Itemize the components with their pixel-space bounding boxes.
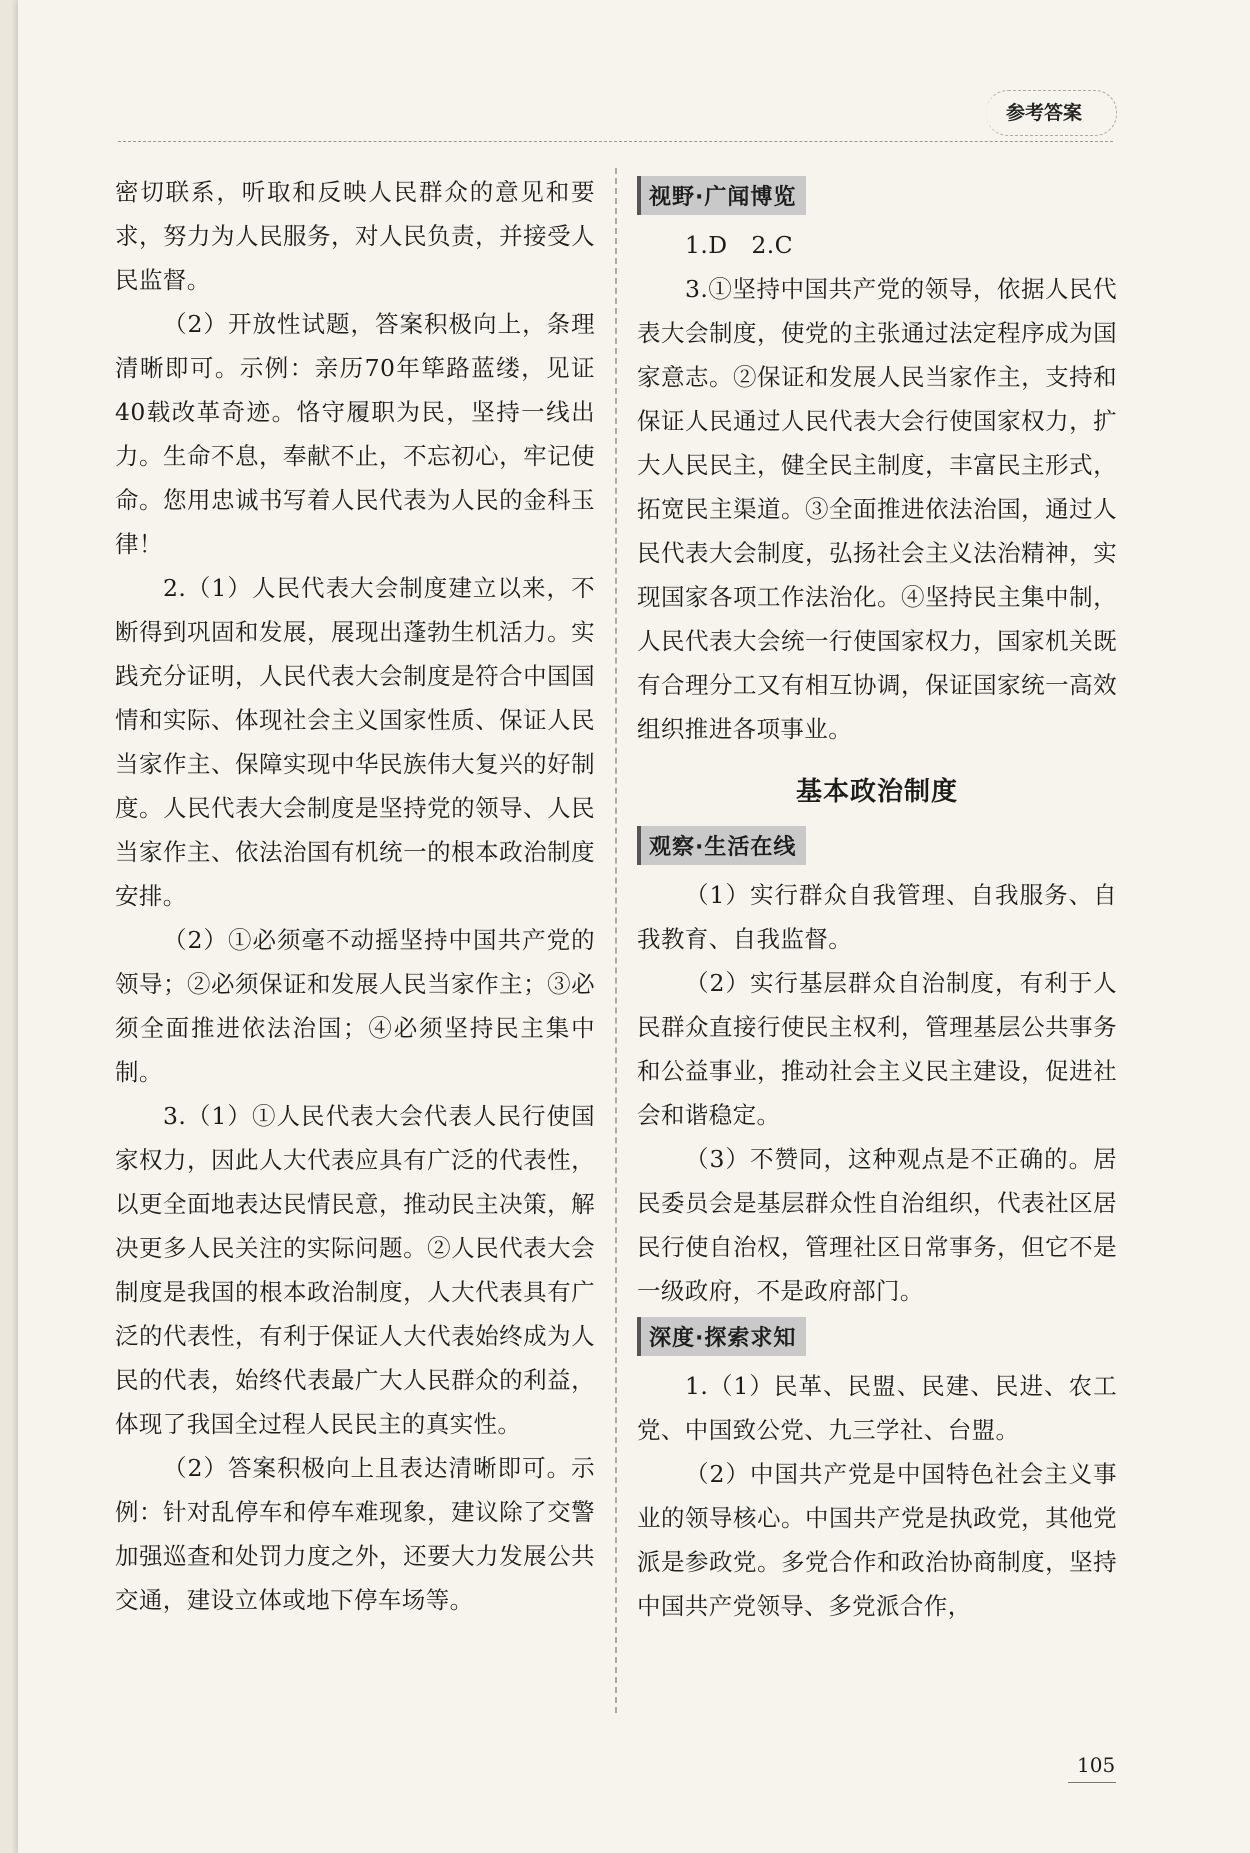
paragraph: 3.（1）①人民代表大会代表人民行使国家权力，因此人大代表应具有广泛的代表性，以更全面地表达民情民意，推动民主决策，解决更多人民关注的实际问题。②人民代表大会制度是我国的根本政治制度，人大代表具有广泛的代表性，有利于保证人大代表始终成为人民的代表，始终代表最广大人民群众的利益，体现了我国全过程人民民主的真实性。 xyxy=(115,1102,595,1438)
left-column xyxy=(115,170,595,1622)
paragraph: （2）①必须毫不动摇坚持中国共产党的领导；②必须保证和发展人民当家作主；③必须全面推进依法治国；④必须坚持民主集中制。 xyxy=(115,926,595,1086)
paragraph: （2）开放性试题，答案积极向上，条理清晰即可。示例：亲历70年筚路蓝缕，见证40载改革奇迹。恪守履职为民，坚持一线出力。生命不息，奉献不止，不忘初心，牢记使命。您用忠诚书写着人民代表为人民的金科玉律！ xyxy=(115,310,595,558)
paragraph: （2）答案积极向上且表达清晰即可。示例：针对乱停车和停车难现象，建议除了交警加强巡查和处罚力度之外，还要大力发展公共交通，建设立体或地下停车场等。 xyxy=(115,1454,595,1614)
paragraph: （1）实行群众自我管理、自我服务、自我教育、自我监督。 xyxy=(637,881,1117,953)
paragraph: 1.D 2.C xyxy=(685,231,793,259)
section-heading-vision: 视野·广闻博览 xyxy=(637,176,806,215)
paragraph: （3）不赞同，这种观点是不正确的。居民委员会是基层群众性自治组织，代表社区居民行使自治权，管理社区日常事务，但它不是一级政府，不是政府部门。 xyxy=(637,1145,1117,1305)
chapter-title: 基本政治制度 xyxy=(795,777,958,807)
column-divider xyxy=(615,168,617,1713)
paragraph: 1.（1）民革、民盟、民建、民进、农工党、中国致公党、九三学社、台盟。 xyxy=(637,1372,1117,1444)
header-label: 参考答案 xyxy=(1006,102,1083,124)
page-number-rule xyxy=(1068,1782,1116,1783)
header-divider xyxy=(118,141,1113,142)
paragraph: 3.①坚持中国共产党的领导，依据人民代表大会制度，使党的主张通过法定程序成为国家意志。②保证和发展人民当家作主，支持和保证人民通过人民代表大会行使国家权力，扩大人民民主，健全民主制度，丰富民主形式，拓宽民主渠道。③全面推进依法治国，通过人民代表大会制度，弘扬社会主义法治精神，实现国家各项工作法治化。④坚持民主集中制，人民代表大会统一行使国家权力，国家机关既有合理分工又有相互协调，保证国家统一高效组织推进各项事业。 xyxy=(637,275,1117,743)
paragraph: 密切联系，听取和反映人民群众的意见和要求，努力为人民服务，对人民负责，并接受人民监督。 xyxy=(115,178,595,294)
paragraph: （2）中国共产党是中国特色社会主义事业的领导核心。中国共产党是执政党，其他党派是参政党。多党合作和政治协商制度，坚持中国共产党领导、多党派合作， xyxy=(637,1460,1117,1620)
paragraph: （2）实行基层群众自治制度，有利于人民群众直接行使民主权利，管理基层公共事务和公益事业，推动社会主义民主建设，促进社会和谐稳定。 xyxy=(637,969,1117,1129)
section-heading-observe: 观察·生活在线 xyxy=(637,826,806,865)
paragraph: 2.（1）人民代表大会制度建立以来，不断得到巩固和发展，展现出蓬勃生机活力。实践充分证明，人民代表大会制度是符合中国国情和实际、体现社会主义国家性质、保证人民当家作主、保障实现中华民族伟大复兴的好制度。人民代表大会制度是坚持党的领导、人民当家作主、依法治国有机统一的根本政治制度安排。 xyxy=(115,574,595,910)
section-heading-depth: 深度·探索求知 xyxy=(637,1317,806,1356)
page-number: 105 xyxy=(1077,1753,1116,1777)
right-column xyxy=(637,172,1117,1628)
